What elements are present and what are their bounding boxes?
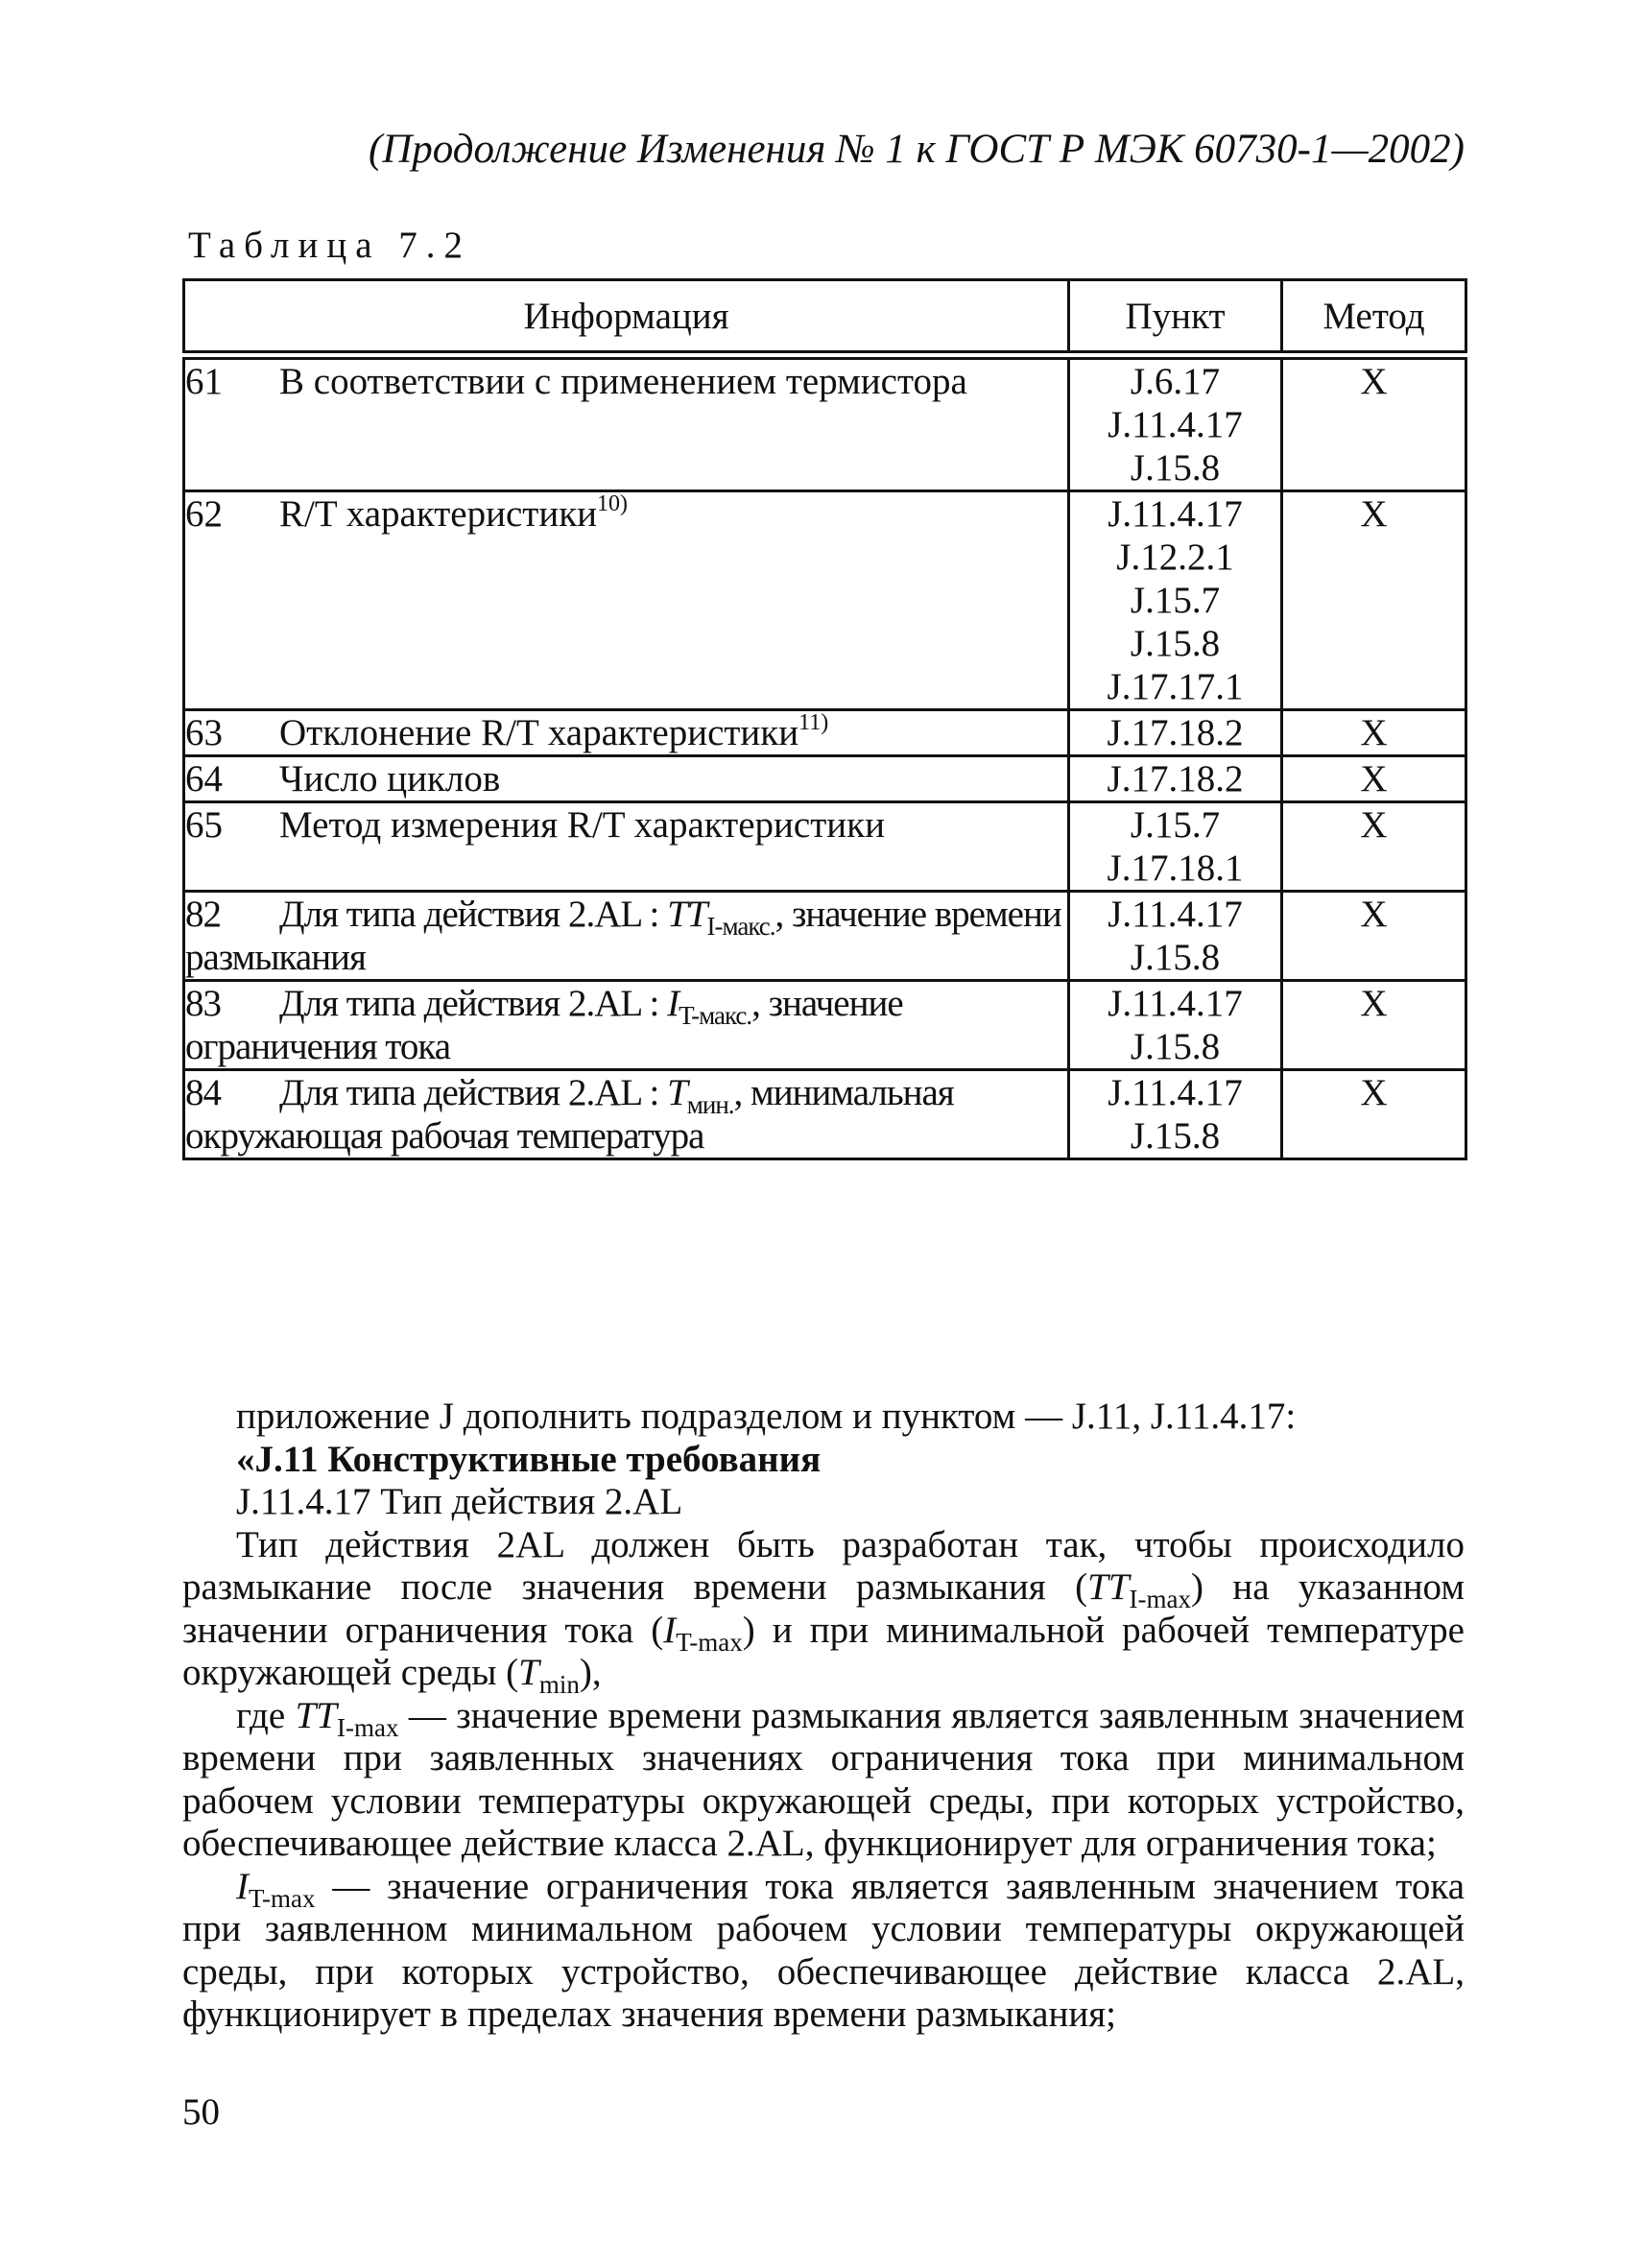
- row-text-pre: Для типа действия 2.AL :: [279, 1072, 668, 1113]
- clause-ref: J.15.8: [1130, 937, 1221, 978]
- info-cell: [184, 756, 1069, 802]
- symbol: T: [518, 1652, 539, 1693]
- text-run: ) на указанном значении ограничения тока (: [182, 1566, 1465, 1651]
- symbol-subscript: T-макс.: [679, 1001, 752, 1030]
- text-run: ) и при минимальной рабочей температуре окружающей среды (: [182, 1609, 1465, 1693]
- method-cell: X: [1282, 892, 1466, 981]
- info-cell: [184, 355, 1069, 491]
- clause-cell: [1069, 892, 1282, 981]
- clause-cell: [1069, 802, 1282, 892]
- header-clause: Пункт: [1069, 280, 1282, 356]
- section-heading: «J.11 Конструктивные требования: [236, 1438, 822, 1480]
- symbol-subscript: T-max: [676, 1627, 743, 1657]
- header-information: Информация: [184, 280, 1069, 356]
- row-text-post: , значение ограничения тока: [185, 983, 903, 1067]
- row-text-post: , минимальная окружающая рабочая температура: [185, 1072, 954, 1157]
- table-row: [184, 756, 1466, 802]
- table-caption: Таблица 7.2: [188, 225, 472, 266]
- method-cell: X: [1282, 981, 1466, 1070]
- clause-ref: J.11.4.17: [1108, 493, 1243, 535]
- method-cell: X: [1282, 756, 1466, 802]
- symbol-subscript: мин.: [686, 1090, 734, 1119]
- symbol: TT: [295, 1694, 337, 1736]
- info-cell: [184, 710, 1069, 756]
- symbol: I: [236, 1865, 249, 1907]
- row-number: 82: [185, 894, 221, 935]
- clause-cell: [1069, 491, 1282, 710]
- method-cell: X: [1282, 710, 1466, 756]
- row-number: 61: [185, 361, 223, 402]
- info-cell: [184, 981, 1069, 1070]
- clause-ref: J.15.8: [1130, 1026, 1221, 1067]
- row-number: 83: [185, 983, 221, 1024]
- info-cell: [184, 491, 1069, 710]
- symbol: TT: [667, 894, 707, 935]
- row-number: 84: [185, 1072, 221, 1113]
- paragraph-definition: [182, 1523, 1465, 1699]
- paragraph-tt-definition: [182, 1695, 1465, 1866]
- table-row: [184, 355, 1466, 491]
- symbol-subscript: I-max: [337, 1712, 399, 1742]
- text-run: — значение времени размыкания является заявленным значением времени при заявленных значениях ограничения тока при минимальном рабочем условии температуры окружающей среды, при которых устройство, обеспечивающее действие класса 2.AL, функционирует для ограничения тока;: [182, 1694, 1465, 1864]
- row-number: 65: [185, 804, 223, 846]
- row-text: R/T характеристики: [279, 493, 598, 535]
- method-cell: X: [1282, 802, 1466, 892]
- clause-ref: J.15.8: [1130, 1115, 1221, 1157]
- table-row: [184, 892, 1466, 981]
- table-row: [184, 981, 1466, 1070]
- symbol: TT: [1087, 1566, 1130, 1608]
- clause-ref: J.15.7: [1130, 580, 1221, 621]
- text-run: где: [236, 1694, 296, 1736]
- row-text-pre: Для типа действия 2.AL :: [279, 983, 668, 1024]
- symbol-subscript: T-max: [249, 1883, 316, 1913]
- row-number: 62: [185, 493, 223, 535]
- clause-cell: [1069, 1070, 1282, 1159]
- clause-ref: J.11.4.17: [1108, 983, 1243, 1024]
- clause-cell: [1069, 355, 1282, 491]
- clause-ref: J.15.8: [1130, 447, 1221, 489]
- row-text: Метод измерения R/T характеристики: [279, 804, 885, 846]
- requirements-table: [182, 278, 1467, 1160]
- clause-cell: [1069, 981, 1282, 1070]
- clause-ref: J.11.4.17: [1108, 1072, 1243, 1113]
- table-row: [184, 710, 1466, 756]
- clause-ref: J.17.18.1: [1107, 848, 1244, 889]
- clause-ref: J.11.4.17: [1108, 404, 1243, 445]
- row-text-post: , значение времени размыкания: [185, 894, 1061, 978]
- body-text: [182, 1396, 1465, 2037]
- footnote-ref: 11): [798, 710, 829, 735]
- row-number: 63: [185, 712, 223, 753]
- clause-ref: J.17.17.1: [1107, 666, 1244, 707]
- row-text-pre: Для типа действия 2.AL :: [279, 894, 668, 935]
- page-number: 50: [182, 2091, 220, 2133]
- paragraph-i-definition: [182, 1866, 1465, 2037]
- info-cell: [184, 892, 1069, 981]
- clause-ref: J.6.17: [1130, 361, 1221, 402]
- header-method: Метод: [1282, 280, 1466, 356]
- clause-cell: [1069, 756, 1282, 802]
- row-number: 64: [185, 758, 223, 800]
- paragraph-appendix: приложение J дополнить подразделом и пунктом — J.11, J.11.4.17:: [236, 1396, 1297, 1437]
- symbol: I: [667, 983, 679, 1024]
- clause-ref: J.12.2.1: [1116, 537, 1234, 578]
- text-run: ),: [579, 1652, 602, 1693]
- table-row: [184, 1070, 1466, 1159]
- text-run: Тип действия 2AL должен быть разработан так, чтобы происходило размыкание после значения времени размыкания (: [182, 1523, 1465, 1608]
- table-row: [184, 491, 1466, 710]
- clause-ref: J.11.4.17: [1108, 894, 1243, 935]
- table-row: [184, 802, 1466, 892]
- info-cell: [184, 1070, 1069, 1159]
- method-cell: X: [1282, 1070, 1466, 1159]
- symbol-subscript: I-max: [1129, 1585, 1191, 1613]
- method-cell: X: [1282, 491, 1466, 710]
- clause-ref: J.17.18.2: [1107, 712, 1244, 753]
- symbol-subscript: I-макс.: [706, 912, 775, 941]
- clause-ref: J.15.7: [1130, 804, 1221, 846]
- clause-ref: J.15.8: [1130, 623, 1221, 664]
- text-run: — значение ограничения тока является заявленным значением тока при заявленном минимальном рабочем условии температуры окружающей среды, при которых устройство, обеспечивающее действие класса 2.AL, функционирует в пределах значения времени размыкания;: [182, 1865, 1465, 2035]
- method-cell: X: [1282, 355, 1466, 491]
- row-text: В соответствии с применением термистора: [279, 361, 967, 402]
- symbol: T: [667, 1072, 687, 1113]
- symbol: I: [663, 1609, 677, 1651]
- row-text: Число циклов: [279, 758, 501, 800]
- symbol-subscript: min: [538, 1670, 580, 1699]
- footnote-ref: 10): [597, 491, 629, 516]
- clause-cell: [1069, 710, 1282, 756]
- clause-heading: J.11.4.17 Тип действия 2.AL: [236, 1481, 683, 1522]
- clause-ref: J.17.18.2: [1107, 758, 1244, 800]
- document-header: (Продолжение Изменения № 1 к ГОСТ Р МЭК 60730-1—2002): [368, 127, 1465, 172]
- row-text: Отклонение R/T характеристики: [279, 712, 799, 753]
- table-header-row: [184, 280, 1466, 356]
- info-cell: [184, 802, 1069, 892]
